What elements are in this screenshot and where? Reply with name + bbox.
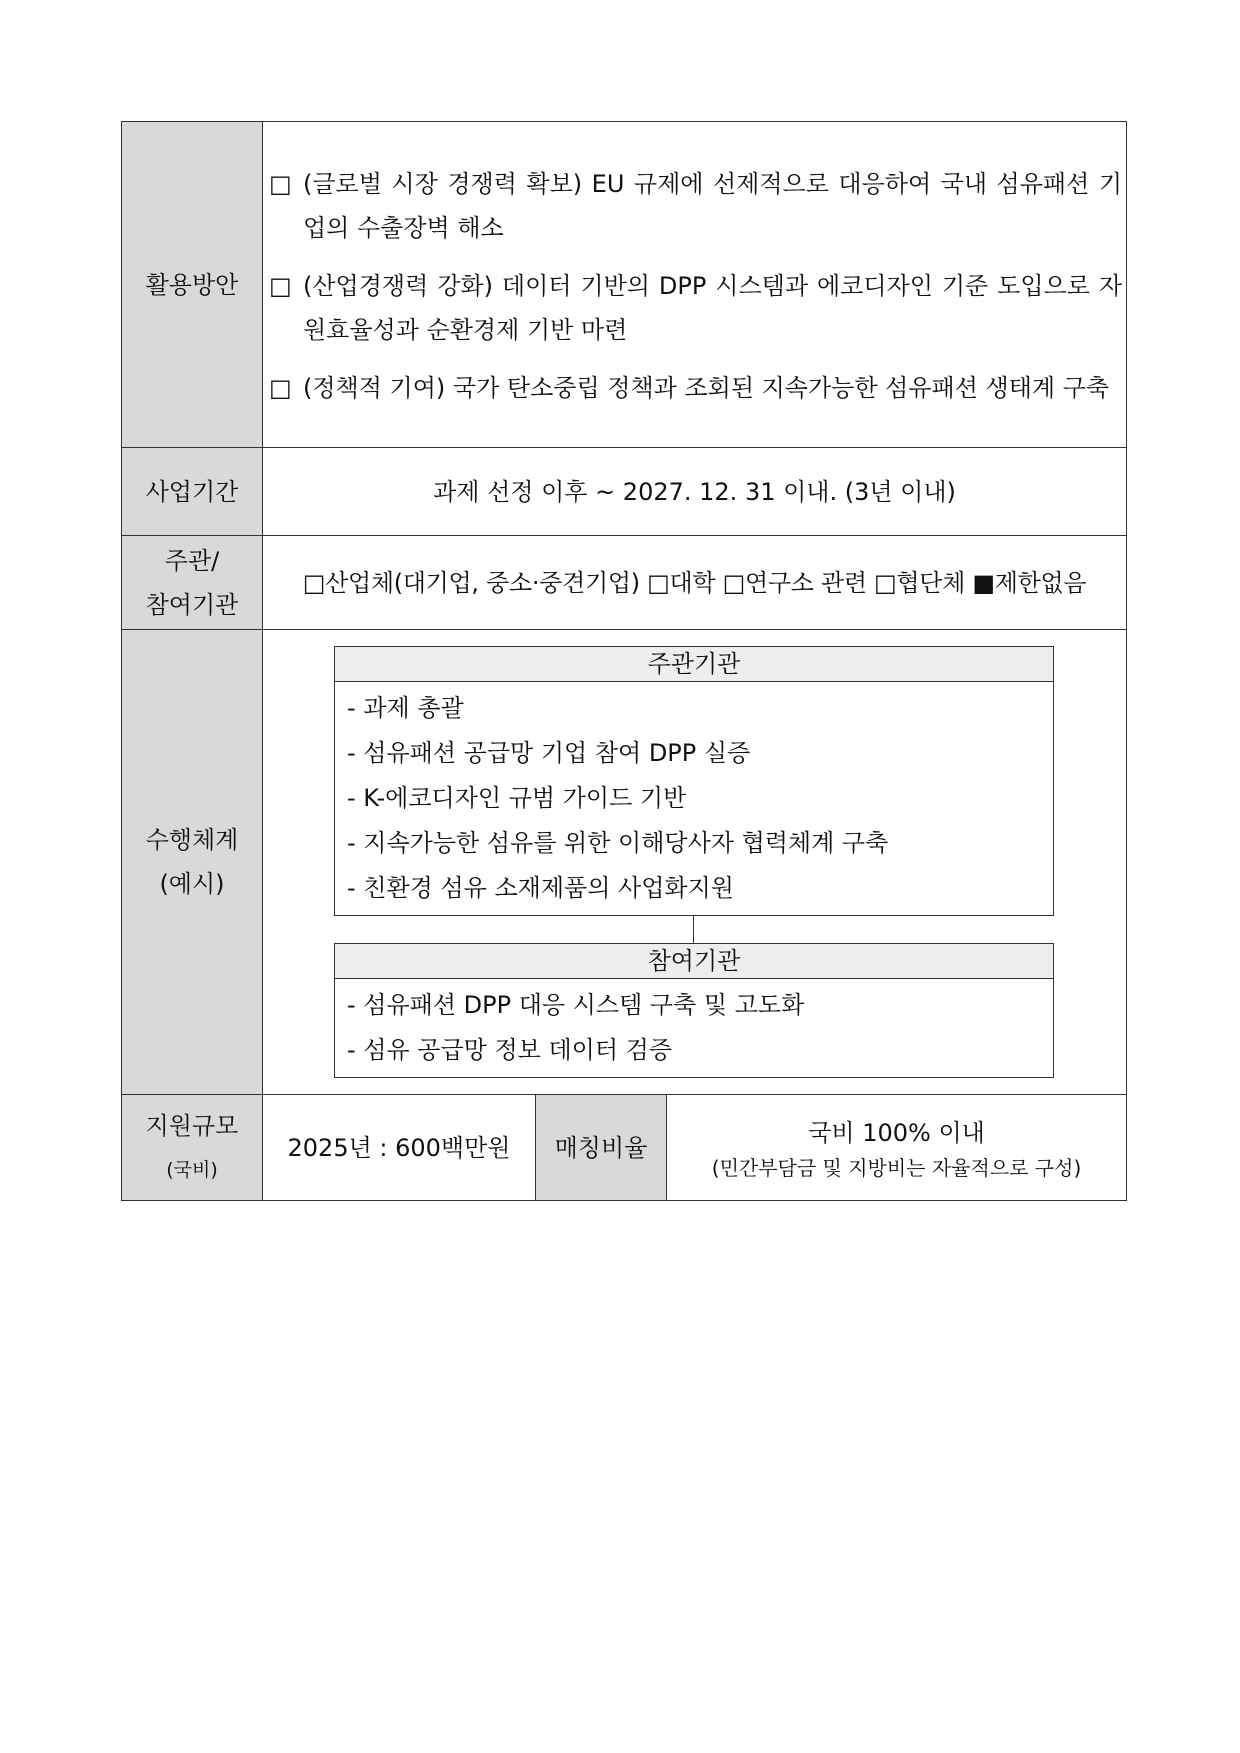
period-value: 과제 선정 이후 ~ 2027. 12. 31 이내. (3년 이내)	[263, 448, 1127, 536]
project-info-table	[121, 121, 1127, 1201]
list-item: - K-에코디자인 규범 가이드 기반	[347, 784, 687, 812]
structure-diagram-cell	[263, 630, 1127, 1095]
document-page	[121, 121, 1126, 1201]
participant-institution-box	[334, 943, 1054, 1078]
checkbox-icon: □	[269, 373, 292, 402]
usage-item	[267, 162, 1122, 250]
structure-label-line1: 수행체계	[145, 826, 239, 854]
matching-label: 매칭비율	[536, 1095, 667, 1201]
institution-label-line2: 참여기관	[145, 590, 239, 619]
list-item: - 과제 총괄	[347, 694, 464, 722]
matching-value: 국비 100% 이내	[808, 1118, 985, 1147]
period-label: 사업기간	[122, 448, 263, 536]
period-row	[122, 448, 1127, 536]
structure-row	[122, 630, 1127, 1095]
list-item: - 섬유 공급망 정보 데이터 검증	[347, 1036, 673, 1064]
structure-label-line2: (예시)	[159, 870, 225, 898]
usage-content	[263, 122, 1127, 448]
usage-item	[267, 264, 1122, 352]
usage-item-text: (정책적 기여) 국가 탄소중립 정책과 조회된 지속가능한 섬유패션 생태계 구축	[303, 373, 1110, 402]
checkbox-icon: □	[269, 271, 292, 300]
list-item: - 섬유패션 DPP 대응 시스템 구축 및 고도화	[347, 991, 805, 1019]
list-item: - 섬유패션 공급망 기업 참여 DPP 실증	[347, 739, 751, 767]
connector-line	[693, 916, 694, 943]
institution-value: □산업체(대기업, 중소·중견기업) □대학 □연구소 관련 □협단체 ■제한없음	[263, 536, 1127, 630]
usage-item-text: (글로벌 시장 경쟁력 확보) EU 규제에 선제적으로 대응하여 국내 섬유패션 기업의 수출장벽 해소	[303, 169, 1123, 242]
matching-note: (민간부담금 및 지방비는 자율적으로 구성)	[711, 1155, 1082, 1180]
participant-institution-title: 참여기관	[335, 944, 1053, 979]
list-item: - 지속가능한 섬유를 위한 이해당사자 협력체계 구축	[347, 829, 889, 857]
institution-label-line1: 주관/	[164, 546, 220, 575]
lead-institution-title: 주관기관	[335, 647, 1053, 682]
usage-item-text: (산업경쟁력 강화) 데이터 기반의 DPP 시스템과 에코디자인 기준 도입으로 자원효율성과 순환경제 기반 마련	[303, 271, 1123, 344]
funding-value: 2025년 : 600백만원	[263, 1095, 536, 1201]
list-item: - 친환경 섬유 소재제품의 사업화지원	[347, 874, 734, 902]
lead-institution-list	[335, 682, 1053, 915]
usage-row	[122, 122, 1127, 448]
usage-item	[267, 366, 1122, 410]
participant-institution-list	[335, 979, 1053, 1077]
org-diagram	[263, 630, 1126, 1094]
funding-row	[122, 1095, 1127, 1201]
checkbox-icon: □	[269, 169, 292, 198]
institution-row	[122, 536, 1127, 630]
funding-label-line1: 지원규모	[145, 1111, 239, 1140]
lead-institution-box	[334, 646, 1054, 916]
institution-label	[122, 536, 263, 630]
usage-label: 활용방안	[122, 122, 263, 448]
funding-label	[122, 1095, 263, 1201]
structure-label	[122, 630, 263, 1095]
funding-label-line2: (국비)	[166, 1158, 218, 1181]
matching-value-cell	[667, 1095, 1127, 1201]
